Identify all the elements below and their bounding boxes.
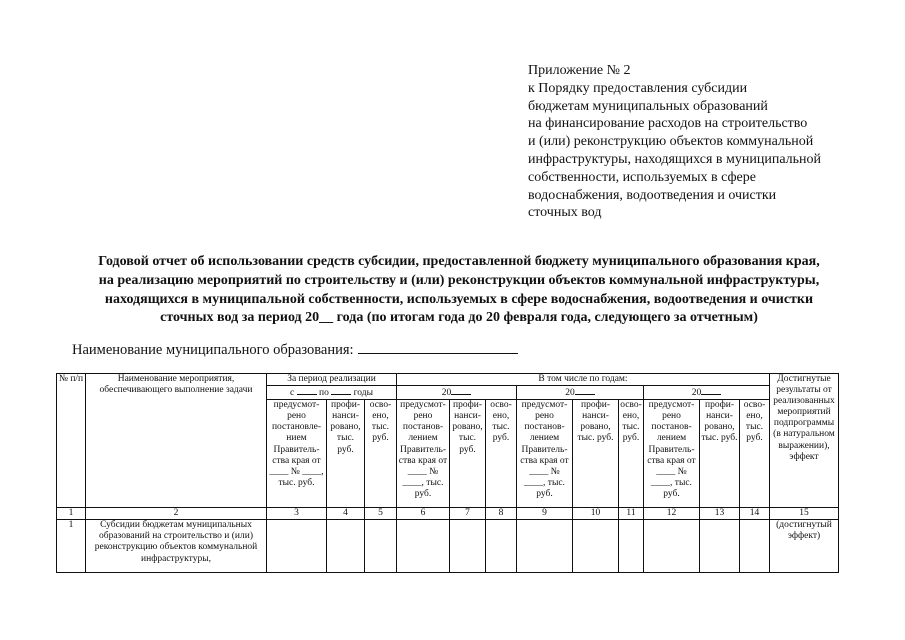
col-header-planned: предусмот-рено постанов-лением Правитель-ства края от ____ № ____, тыс. руб. bbox=[644, 400, 700, 508]
col-header-financed: профи-нанси-ровано, тыс. руб. bbox=[700, 400, 740, 508]
report-title bbox=[40, 253, 878, 328]
col-header-name: Наименование мероприятия, обеспечивающего выполнение задачи bbox=[86, 374, 267, 508]
table-cell bbox=[267, 520, 327, 573]
title-line: на реализацию мероприятий по строительству и (или) реконструкции объектов коммунальной инфраструктуры, bbox=[98, 272, 820, 288]
period-to-blank bbox=[331, 386, 351, 395]
year-prefix: 20 bbox=[565, 388, 575, 399]
period-from-label: с bbox=[290, 388, 295, 399]
col-header-financed: профи-нанси-ровано, тыс. руб. bbox=[573, 400, 619, 508]
appendix-line: Приложение № 2 bbox=[528, 63, 631, 78]
period-from-blank bbox=[297, 386, 317, 395]
column-number: 3 bbox=[267, 508, 327, 520]
table-cell bbox=[486, 520, 517, 573]
column-number: 1 bbox=[57, 508, 86, 520]
appendix-line: к Порядку предоставления субсидии bbox=[528, 80, 748, 96]
column-number: 9 bbox=[517, 508, 573, 520]
appendix-line: на финансирование расходов на строительство bbox=[528, 116, 808, 132]
column-number: 7 bbox=[450, 508, 486, 520]
col-header-planned: предусмот-рено постанов-лением Правитель-ства края от ____ № ____, тыс. руб. bbox=[397, 400, 450, 508]
col-header-spent: осво-ено, тыс. руб. bbox=[619, 400, 644, 508]
column-number: 14 bbox=[740, 508, 770, 520]
title-line: Годовой отчет об использовании средств субсидии, предоставленной бюджету муниципального образования края, bbox=[98, 254, 820, 269]
table-cell bbox=[450, 520, 486, 573]
col-header-planned: предусмот-рено постановле-нием Правитель-ства края от ____ № ____, тыс. руб. bbox=[267, 400, 327, 508]
table-cell bbox=[644, 520, 700, 573]
col-header-years: В том числе по годам: bbox=[397, 374, 770, 386]
col-header-planned: предусмот-рено постанов-лением Правитель-ства края от ____ № ____, тыс. руб. bbox=[517, 400, 573, 508]
year-prefix: 20 bbox=[691, 388, 702, 399]
col-header-financed: профи-нанси-ровано, тыс. руб. bbox=[450, 400, 486, 508]
year-blank bbox=[701, 386, 721, 395]
year-group-3 bbox=[644, 386, 770, 400]
period-to-label: по bbox=[319, 388, 329, 399]
column-number: 2 bbox=[86, 508, 267, 520]
municipality-label: Наименование муниципального образования: bbox=[72, 342, 354, 358]
appendix-line: инфраструктуры, находящихся в муниципальной bbox=[528, 151, 822, 167]
column-number: 13 bbox=[700, 508, 740, 520]
table-cell bbox=[619, 520, 644, 573]
table-row bbox=[57, 520, 839, 573]
title-line: сточных вод за период 20__ года (по итогам года до 20 февраля года, следующего за отчетным) bbox=[160, 310, 758, 326]
col-header-spent: осво-ено, тыс. руб. bbox=[486, 400, 517, 508]
appendix-line: водоснабжения, водоотведения и очистки bbox=[528, 187, 777, 203]
municipality-blank-line bbox=[358, 341, 518, 354]
title-line: находящихся в муниципальной собственности, используемых в сфере водоснабжения, водоотведения и очистки bbox=[104, 291, 814, 307]
column-number: 11 bbox=[619, 508, 644, 520]
year-group-2 bbox=[517, 386, 644, 400]
column-number: 15 bbox=[770, 508, 839, 520]
table-cell bbox=[740, 520, 770, 573]
col-header-result: Достигнутые результаты от реализованных мероприятий подпрограммы (в натуральном выражении), эффект bbox=[770, 374, 839, 508]
table-cell bbox=[397, 520, 450, 573]
year-blank bbox=[451, 386, 471, 395]
col-header-period: За период реализации bbox=[267, 374, 397, 386]
col-header-num: № п/п bbox=[57, 374, 86, 508]
table-cell bbox=[365, 520, 397, 573]
column-number: 12 bbox=[644, 508, 700, 520]
column-number: 5 bbox=[365, 508, 397, 520]
municipality-field bbox=[72, 341, 518, 359]
report-table bbox=[56, 373, 839, 573]
year-group-1 bbox=[397, 386, 517, 400]
col-header-financed: профи-нанси-ровано, тыс. руб. bbox=[327, 400, 365, 508]
col-header-spent: осво-ено, тыс. руб. bbox=[365, 400, 397, 508]
period-years-label: годы bbox=[353, 388, 373, 399]
column-number: 4 bbox=[327, 508, 365, 520]
header-row-1 bbox=[57, 374, 839, 386]
table-cell bbox=[700, 520, 740, 573]
table-cell bbox=[517, 520, 573, 573]
year-prefix: 20 bbox=[441, 388, 452, 399]
row-number: 1 bbox=[57, 520, 86, 573]
column-number-row bbox=[57, 508, 839, 520]
appendix-line: бюджетам муниципальных образований bbox=[528, 98, 768, 114]
table-cell bbox=[327, 520, 365, 573]
col-header-spent: осво-ено, тыс. руб. bbox=[740, 400, 770, 508]
column-number: 6 bbox=[397, 508, 450, 520]
appendix-line: и (или) реконструкцию объектов коммунальной bbox=[528, 134, 814, 150]
year-blank bbox=[575, 386, 595, 395]
row-name: Субсидии бюджетам муниципальных образований на строительство и (или) реконструкцию объектов коммунальной инфраструктуры, bbox=[86, 520, 267, 573]
appendix-header bbox=[528, 62, 821, 222]
row-result: (достигнутый эффект) bbox=[770, 520, 839, 573]
column-number: 10 bbox=[573, 508, 619, 520]
column-number: 8 bbox=[486, 508, 517, 520]
table-cell bbox=[573, 520, 619, 573]
period-range bbox=[267, 386, 397, 400]
appendix-line: собственности, используемых в сфере bbox=[528, 169, 756, 185]
appendix-line: сточных вод bbox=[528, 205, 602, 221]
